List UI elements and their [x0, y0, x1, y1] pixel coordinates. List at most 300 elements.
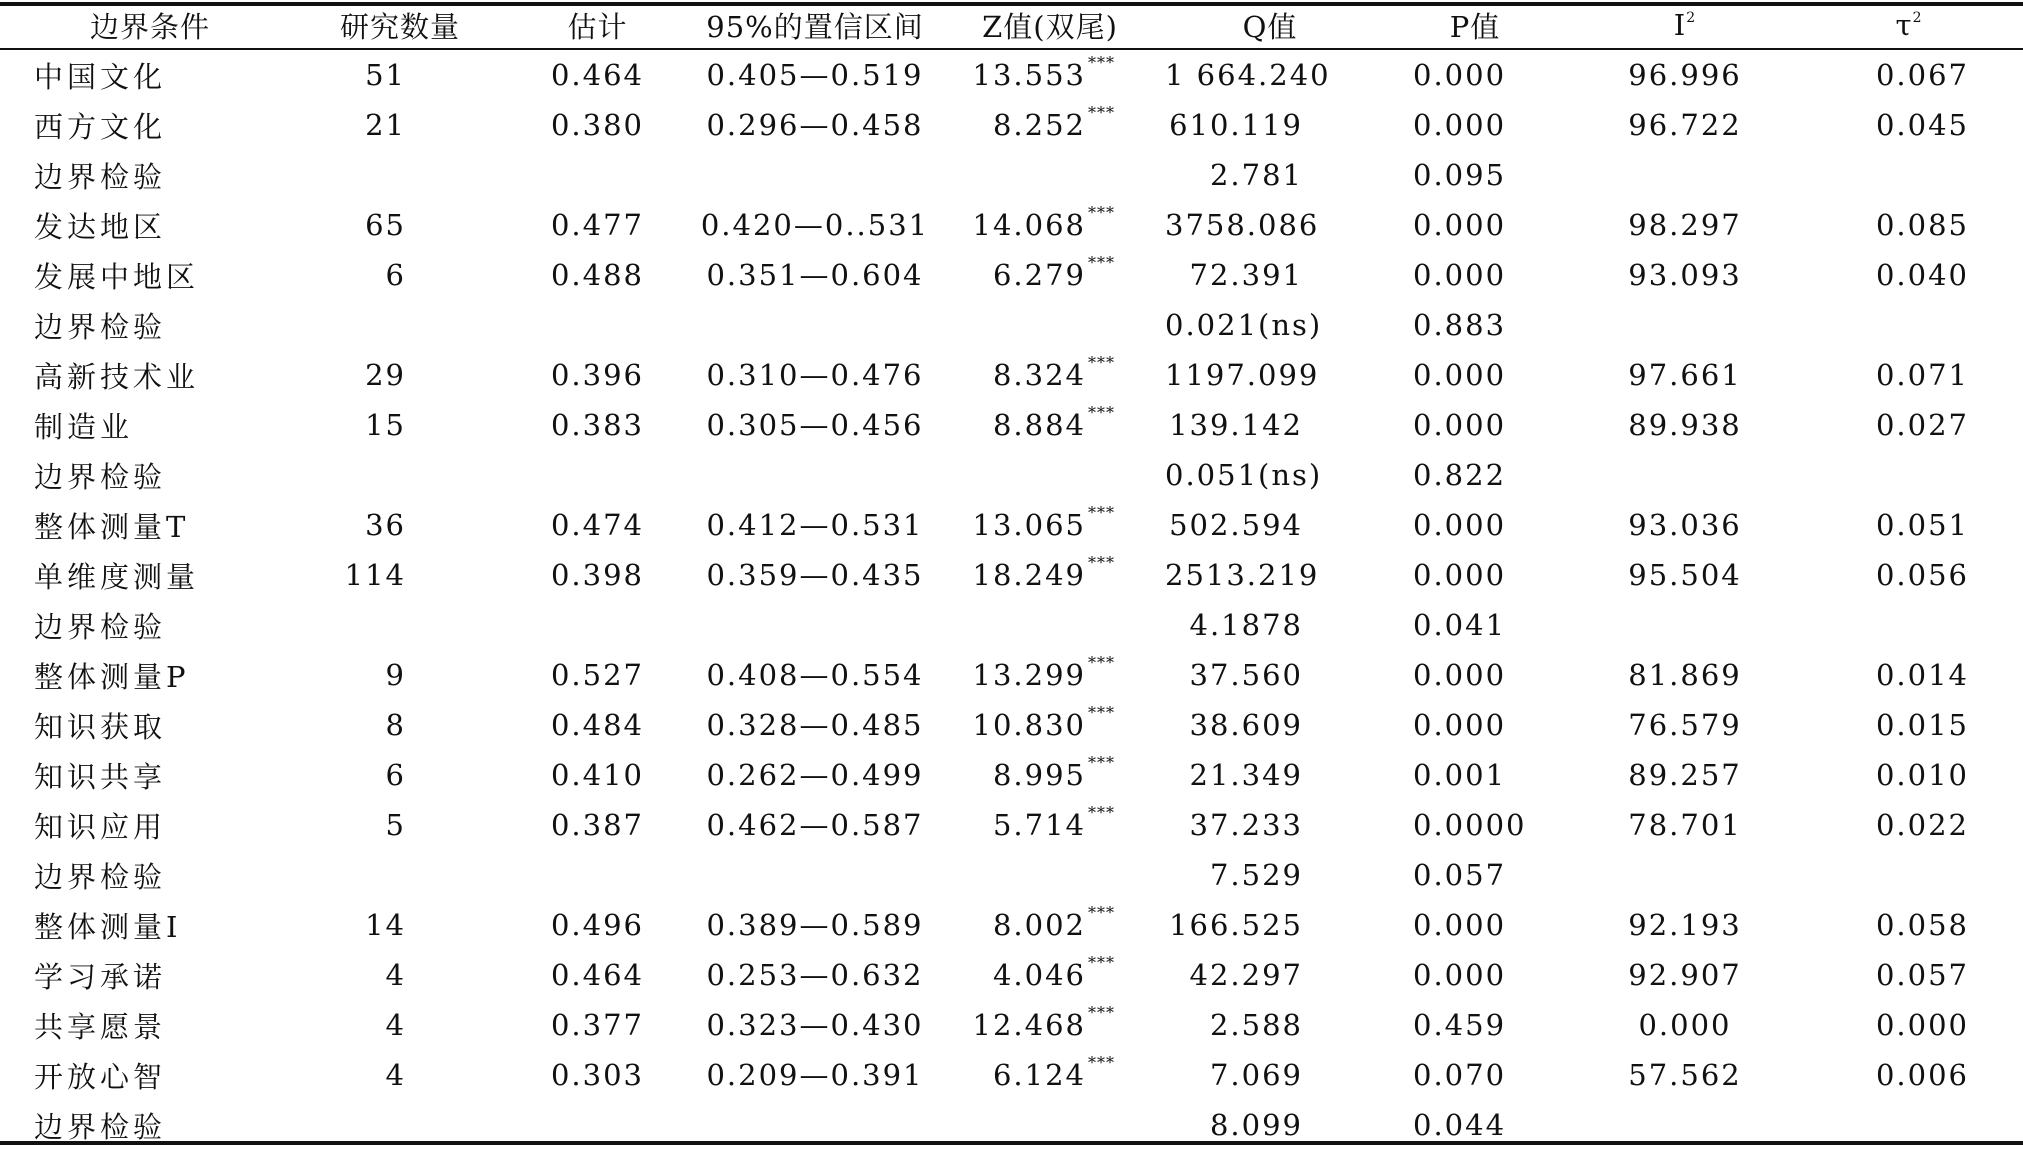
- cell-estimate: [500, 550, 695, 600]
- cell-estimate: [500, 650, 695, 700]
- cell-i2-value: 97.661: [1628, 358, 1742, 392]
- cell-condition: [0, 800, 300, 850]
- cell-estimate: [500, 350, 695, 400]
- table-row: [0, 200, 2023, 250]
- header-condition: 边界条件: [89, 9, 210, 44]
- significance-marker: ***: [1088, 953, 1115, 973]
- cell-studies-value: 65: [365, 208, 406, 242]
- cell-i2-value: 95.504: [1628, 558, 1742, 592]
- cell-z: [935, 600, 1165, 650]
- table-row: [0, 650, 2023, 700]
- cell-condition: [0, 400, 300, 450]
- header-q: Q值: [1242, 9, 1298, 44]
- cell-studies: [300, 200, 500, 250]
- cell-studies: [300, 600, 500, 650]
- cell-condition: [0, 900, 300, 950]
- cell-tau2: [1795, 1000, 2023, 1050]
- cell-q: [1165, 1100, 1375, 1150]
- cell-q-value: 1 664.240: [1165, 58, 1331, 92]
- cell-ci: [695, 700, 935, 750]
- cell-condition: [0, 450, 300, 500]
- cell-q: [1165, 400, 1375, 450]
- cell-p: [1375, 750, 1575, 800]
- cell-q-value: 72.391: [1189, 258, 1303, 292]
- cell-q-value: 37.560: [1189, 658, 1303, 692]
- cell-z-value: 12.468: [972, 1008, 1086, 1042]
- header-tau2-exponent: 2: [1912, 10, 1923, 27]
- cell-condition-value: 开放心智: [34, 1059, 167, 1094]
- cell-z: [935, 450, 1165, 500]
- cell-condition: [0, 1050, 300, 1100]
- cell-ci-value: 0.408—0.554: [706, 658, 924, 692]
- cell-z: [935, 300, 1165, 350]
- cell-tau2: [1795, 850, 2023, 900]
- header-p: P值: [1449, 9, 1501, 44]
- cell-ci-value: 0.305—0.456: [706, 408, 924, 442]
- cell-i2-value: 0.000: [1638, 1008, 1732, 1042]
- cell-i2: [1575, 50, 1795, 100]
- cell-q-value: 610.119: [1169, 108, 1303, 142]
- cell-i2: [1575, 250, 1795, 300]
- cell-tau2-value: 0.056: [1875, 558, 1969, 592]
- cell-ci: [695, 450, 935, 500]
- cell-p: [1375, 700, 1575, 750]
- cell-p-value: 0.000: [1413, 658, 1507, 692]
- cell-studies: [300, 850, 500, 900]
- cell-p-value: 0.883: [1413, 308, 1507, 342]
- cell-studies-value: 114: [344, 558, 406, 592]
- cell-q: [1165, 900, 1375, 950]
- cell-q-value: 2.781: [1209, 158, 1303, 192]
- cell-q: [1165, 800, 1375, 850]
- cell-z-value: 8.252: [992, 108, 1086, 142]
- cell-p-value: 0.822: [1413, 458, 1507, 492]
- cell-i2-value: 92.907: [1628, 958, 1742, 992]
- cell-studies-value: 14: [365, 908, 406, 942]
- cell-studies-value: 9: [385, 658, 406, 692]
- cell-ci: [695, 1100, 935, 1150]
- significance-marker: ***: [1088, 903, 1115, 923]
- cell-tau2: [1795, 750, 2023, 800]
- cell-p: [1375, 550, 1575, 600]
- significance-marker: ***: [1088, 253, 1115, 273]
- cell-estimate: [500, 500, 695, 550]
- cell-p-value: 0.000: [1413, 358, 1507, 392]
- cell-p: [1375, 50, 1575, 100]
- cell-tau2-value: 0.067: [1875, 58, 1969, 92]
- cell-z: [935, 550, 1165, 600]
- cell-studies-value: 36: [365, 508, 406, 542]
- cell-z-value: 13.553: [972, 58, 1086, 92]
- cell-studies-value: 6: [385, 758, 406, 792]
- table-header: [0, 0, 2023, 50]
- table-row: [0, 250, 2023, 300]
- header-estimate: 估计: [567, 9, 628, 44]
- cell-estimate-value: 0.383: [550, 408, 645, 442]
- cell-q-value: 0.051(ns): [1165, 458, 1323, 492]
- cell-tau2: [1795, 100, 2023, 150]
- cell-z: [935, 800, 1165, 850]
- cell-studies: [300, 800, 500, 850]
- cell-condition-value: 边界检验: [34, 159, 167, 194]
- header-ci: 95%的置信区间: [706, 9, 924, 44]
- significance-marker: ***: [1088, 1053, 1115, 1073]
- cell-p-value: 0.000: [1413, 208, 1507, 242]
- cell-i2: [1575, 500, 1795, 550]
- cell-p: [1375, 200, 1575, 250]
- cell-studies-value: 4: [385, 1058, 406, 1092]
- cell-ci: [695, 1000, 935, 1050]
- cell-studies: [300, 50, 500, 100]
- cell-tau2: [1795, 250, 2023, 300]
- cell-ci: [695, 750, 935, 800]
- header-i2-base: I: [1673, 8, 1687, 42]
- cell-condition: [0, 850, 300, 900]
- significance-marker: ***: [1088, 203, 1115, 223]
- cell-tau2-value: 0.015: [1875, 708, 1969, 742]
- cell-estimate-value: 0.474: [550, 508, 645, 542]
- cell-p-value: 0.000: [1413, 408, 1507, 442]
- cell-z: [935, 150, 1165, 200]
- cell-estimate-value: 0.488: [550, 258, 645, 292]
- cell-studies: [300, 150, 500, 200]
- cell-studies: [300, 1000, 500, 1050]
- cell-q: [1165, 550, 1375, 600]
- significance-marker: ***: [1088, 353, 1115, 373]
- table-row: [0, 1100, 2023, 1150]
- cell-q: [1165, 250, 1375, 300]
- cell-estimate: [500, 100, 695, 150]
- header-tau2: [1795, 0, 2023, 50]
- cell-z: [935, 900, 1165, 950]
- cell-i2-value: 76.579: [1628, 708, 1742, 742]
- cell-estimate-value: 0.396: [550, 358, 645, 392]
- cell-p-value: 0.000: [1413, 108, 1507, 142]
- cell-p-value: 0.057: [1413, 858, 1507, 892]
- cell-condition-value: 知识共享: [34, 759, 167, 794]
- cell-condition-value: 整体测量T: [34, 509, 190, 544]
- cell-p-value: 0.001: [1413, 758, 1507, 792]
- cell-studies: [300, 700, 500, 750]
- cell-p: [1375, 1000, 1575, 1050]
- cell-tau2-value: 0.006: [1875, 1058, 1969, 1092]
- significance-marker: ***: [1088, 403, 1115, 423]
- cell-ci: [695, 500, 935, 550]
- cell-condition-value: 知识获取: [34, 709, 167, 744]
- table-body: [0, 50, 2023, 1150]
- cell-i2: [1575, 150, 1795, 200]
- cell-condition-value: 发达地区: [34, 209, 167, 244]
- cell-i2-value: 96.996: [1628, 58, 1742, 92]
- cell-tau2-value: 0.040: [1875, 258, 1969, 292]
- cell-condition: [0, 950, 300, 1000]
- cell-condition: [0, 600, 300, 650]
- cell-estimate: [500, 50, 695, 100]
- cell-estimate: [500, 700, 695, 750]
- table-row: [0, 100, 2023, 150]
- cell-ci: [695, 1050, 935, 1100]
- cell-ci-value: 0.351—0.604: [706, 258, 924, 292]
- cell-ci: [695, 650, 935, 700]
- table-row: [0, 800, 2023, 850]
- cell-q: [1165, 1000, 1375, 1050]
- cell-p: [1375, 650, 1575, 700]
- cell-q-value: 37.233: [1189, 808, 1303, 842]
- cell-i2-value: 57.562: [1628, 1058, 1742, 1092]
- cell-i2-value: 93.093: [1628, 258, 1742, 292]
- cell-studies: [300, 900, 500, 950]
- cell-ci-value: 0.420—0..531: [700, 208, 930, 242]
- cell-z-value: 6.279: [992, 258, 1086, 292]
- cell-i2-value: 96.722: [1628, 108, 1742, 142]
- cell-estimate: [500, 950, 695, 1000]
- cell-p: [1375, 150, 1575, 200]
- cell-condition: [0, 750, 300, 800]
- cell-tau2: [1795, 200, 2023, 250]
- cell-q: [1165, 50, 1375, 100]
- table-row: [0, 400, 2023, 450]
- cell-z-value: 10.830: [972, 708, 1086, 742]
- cell-studies: [300, 1050, 500, 1100]
- cell-p: [1375, 850, 1575, 900]
- cell-studies: [300, 350, 500, 400]
- cell-q-value: 139.142: [1169, 408, 1303, 442]
- cell-tau2-value: 0.027: [1875, 408, 1969, 442]
- cell-studies-value: 21: [365, 108, 406, 142]
- header-z: Z值(双尾): [982, 9, 1118, 44]
- cell-condition: [0, 250, 300, 300]
- cell-i2: [1575, 450, 1795, 500]
- cell-z: [935, 50, 1165, 100]
- cell-ci-value: 0.328—0.485: [706, 708, 924, 742]
- cell-p: [1375, 450, 1575, 500]
- cell-ci: [695, 100, 935, 150]
- cell-z: [935, 750, 1165, 800]
- cell-tau2: [1795, 900, 2023, 950]
- cell-ci-value: 0.262—0.499: [706, 758, 924, 792]
- cell-q-value: 8.099: [1209, 1108, 1303, 1142]
- cell-i2: [1575, 550, 1795, 600]
- table-row: [0, 150, 2023, 200]
- cell-z-value: 8.002: [992, 908, 1086, 942]
- cell-condition-value: 高新技术业: [34, 359, 200, 394]
- cell-tau2: [1795, 500, 2023, 550]
- table-row: [0, 700, 2023, 750]
- cell-p: [1375, 500, 1575, 550]
- header-row: [0, 0, 2023, 50]
- cell-ci-value: 0.405—0.519: [706, 58, 924, 92]
- cell-estimate: [500, 800, 695, 850]
- cell-i2: [1575, 1100, 1795, 1150]
- cell-tau2: [1795, 950, 2023, 1000]
- cell-ci: [695, 800, 935, 850]
- cell-p-value: 0.070: [1413, 1058, 1507, 1092]
- cell-z: [935, 200, 1165, 250]
- cell-ci: [695, 350, 935, 400]
- cell-condition: [0, 100, 300, 150]
- significance-marker: ***: [1088, 653, 1115, 673]
- cell-q: [1165, 450, 1375, 500]
- table-row: [0, 900, 2023, 950]
- cell-q: [1165, 850, 1375, 900]
- cell-tau2: [1795, 1100, 2023, 1150]
- cell-z: [935, 100, 1165, 150]
- cell-z-value: 18.249: [972, 558, 1086, 592]
- table-row: [0, 350, 2023, 400]
- cell-ci: [695, 600, 935, 650]
- table-row: [0, 300, 2023, 350]
- cell-studies-value: 5: [385, 808, 406, 842]
- cell-i2: [1575, 400, 1795, 450]
- cell-p-value: 0.000: [1413, 508, 1507, 542]
- cell-p-value: 0.044: [1413, 1108, 1507, 1142]
- cell-studies: [300, 950, 500, 1000]
- cell-tau2-value: 0.051: [1875, 508, 1969, 542]
- cell-condition-value: 边界检验: [34, 1109, 167, 1144]
- cell-z: [935, 850, 1165, 900]
- cell-i2-value: 89.257: [1628, 758, 1742, 792]
- cell-i2-value: 89.938: [1628, 408, 1742, 442]
- cell-tau2-value: 0.057: [1875, 958, 1969, 992]
- cell-p-value: 0.000: [1413, 558, 1507, 592]
- cell-condition: [0, 1100, 300, 1150]
- cell-q-value: 21.349: [1189, 758, 1303, 792]
- significance-marker: ***: [1088, 703, 1115, 723]
- cell-estimate: [500, 1000, 695, 1050]
- cell-p: [1375, 800, 1575, 850]
- cell-z: [935, 350, 1165, 400]
- cell-estimate-value: 0.477: [550, 208, 645, 242]
- cell-q: [1165, 650, 1375, 700]
- cell-tau2: [1795, 150, 2023, 200]
- cell-estimate: [500, 850, 695, 900]
- cell-tau2: [1795, 300, 2023, 350]
- cell-i2: [1575, 900, 1795, 950]
- cell-condition-value: 整体测量I: [34, 909, 182, 944]
- cell-i2: [1575, 600, 1795, 650]
- cell-studies: [300, 400, 500, 450]
- cell-p-value: 0.459: [1413, 1008, 1507, 1042]
- table-row: [0, 950, 2023, 1000]
- cell-p: [1375, 400, 1575, 450]
- cell-studies-value: 8: [385, 708, 406, 742]
- cell-p: [1375, 900, 1575, 950]
- cell-p-value: 0.095: [1413, 158, 1507, 192]
- header-tau2-base: τ: [1895, 8, 1913, 42]
- cell-ci-value: 0.253—0.632: [706, 958, 924, 992]
- cell-ci-value: 0.412—0.531: [706, 508, 924, 542]
- cell-studies-value: 15: [365, 408, 406, 442]
- cell-p-value: 0.000: [1413, 958, 1507, 992]
- cell-condition-value: 边界检验: [34, 309, 167, 344]
- table-row: [0, 750, 2023, 800]
- header-studies: 研究数量: [339, 9, 460, 44]
- cell-studies: [300, 300, 500, 350]
- cell-estimate: [500, 150, 695, 200]
- cell-q-value: 4.1878: [1189, 608, 1303, 642]
- cell-estimate: [500, 1050, 695, 1100]
- cell-studies-value: 51: [365, 58, 406, 92]
- cell-tau2: [1795, 400, 2023, 450]
- cell-condition: [0, 700, 300, 750]
- cell-q-value: 3758.086: [1165, 208, 1320, 242]
- cell-studies-value: 4: [385, 958, 406, 992]
- cell-condition-value: 共享愿景: [34, 1009, 167, 1044]
- cell-estimate-value: 0.380: [550, 108, 645, 142]
- cell-condition: [0, 500, 300, 550]
- cell-i2: [1575, 750, 1795, 800]
- cell-studies: [300, 1100, 500, 1150]
- header-i2-exponent: 2: [1686, 10, 1697, 27]
- cell-i2: [1575, 300, 1795, 350]
- cell-ci-value: 0.310—0.476: [706, 358, 924, 392]
- cell-i2: [1575, 800, 1795, 850]
- cell-i2-value: 98.297: [1628, 208, 1742, 242]
- cell-z-value: 13.299: [972, 658, 1086, 692]
- cell-z: [935, 700, 1165, 750]
- cell-q-value: 7.069: [1209, 1058, 1303, 1092]
- cell-condition-value: 边界检验: [34, 459, 167, 494]
- cell-tau2: [1795, 600, 2023, 650]
- cell-q: [1165, 950, 1375, 1000]
- cell-tau2: [1795, 350, 2023, 400]
- cell-studies: [300, 250, 500, 300]
- significance-marker: ***: [1088, 803, 1115, 823]
- cell-condition-value: 发展中地区: [34, 259, 200, 294]
- cell-ci: [695, 550, 935, 600]
- cell-ci: [695, 150, 935, 200]
- cell-p-value: 0.000: [1413, 708, 1507, 742]
- cell-studies: [300, 500, 500, 550]
- significance-marker: ***: [1088, 53, 1115, 73]
- cell-studies: [300, 450, 500, 500]
- cell-i2: [1575, 350, 1795, 400]
- cell-ci: [695, 50, 935, 100]
- cell-i2-value: 78.701: [1628, 808, 1742, 842]
- cell-p: [1375, 100, 1575, 150]
- cell-z: [935, 1050, 1165, 1100]
- cell-estimate: [500, 300, 695, 350]
- cell-q-value: 2513.219: [1165, 558, 1320, 592]
- cell-z-value: 4.046: [992, 958, 1086, 992]
- cell-ci-value: 0.389—0.589: [706, 908, 924, 942]
- cell-p-value: 0.000: [1413, 258, 1507, 292]
- cell-z-value: 8.324: [992, 358, 1086, 392]
- cell-estimate-value: 0.464: [550, 958, 645, 992]
- table-row: [0, 550, 2023, 600]
- cell-ci-value: 0.296—0.458: [706, 108, 924, 142]
- cell-ci: [695, 850, 935, 900]
- cell-z: [935, 400, 1165, 450]
- significance-marker: ***: [1088, 753, 1115, 773]
- cell-condition: [0, 650, 300, 700]
- cell-studies-value: 6: [385, 258, 406, 292]
- cell-q: [1165, 150, 1375, 200]
- cell-q: [1165, 500, 1375, 550]
- cell-i2: [1575, 200, 1795, 250]
- table-row: [0, 450, 2023, 500]
- cell-studies-value: 29: [365, 358, 406, 392]
- significance-marker: ***: [1088, 103, 1115, 123]
- cell-studies: [300, 650, 500, 700]
- cell-z: [935, 950, 1165, 1000]
- cell-p: [1375, 250, 1575, 300]
- cell-tau2: [1795, 50, 2023, 100]
- cell-tau2-value: 0.010: [1875, 758, 1969, 792]
- cell-condition-value: 知识应用: [34, 809, 167, 844]
- cell-i2-value: 81.869: [1628, 658, 1742, 692]
- cell-i2: [1575, 1000, 1795, 1050]
